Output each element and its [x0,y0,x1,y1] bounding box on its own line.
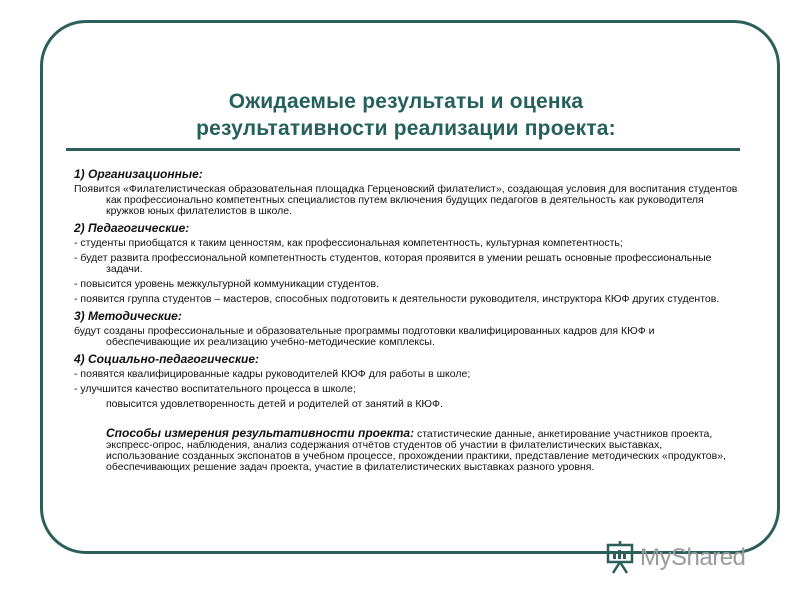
measurement-text: статистические данные, анкетирование участников проекта, экспресс-опрос, наблюдения, анализ содержания отчётов студентов об участии в филателистических выставках, использование созданных экспонатов в учебном процессе, прохождении практики, представление методических «продуктов», обеспечивающих решение задач проекта, участие в филателистических выставках разного уровня. [106,428,726,473]
social-item-3 [74,399,738,410]
organizational-text: Появится «Филателистическая образовательная площадка Герценовский филателист», создающая условия для воспитания студентов как профессионально компетентных специалистов путем включения будущих педагогов в деятельность как руководителя кружков юных филателистов в школе. [74,183,738,217]
social-item-2: - улучшится качество воспитательного процесса в школе; [74,383,356,395]
section-heading-organizational: 1) Организационные: [74,167,203,181]
measurement-heading: Способы измерения результативности проекта: [106,426,415,440]
myshared-watermark [606,538,766,578]
measurement-methods [74,428,738,473]
section-heading-pedagogical: 2) Педагогические: [74,221,190,235]
social-item-1: - появятся квалифицированные кадры руководителей КЮФ для работы в школе; [74,368,471,380]
pedagogical-item-3: - повысится уровень межкультурной коммуникации студентов. [74,278,380,290]
section-heading-methodical: 3) Методические: [74,309,182,323]
title-line-2: результативности реализации проекта: [196,117,616,140]
pedagogical-item-4: - появится группа студентов – мастеров, способных подготовить к деятельности руководителя, инструктора КЮФ других студентов. [74,293,720,305]
pedagogical-item-1: - студенты приобщатся к таким ценностям, как профессиональная компетентность, культурная компетентность; [74,237,623,249]
title-line-1: Ожидаемые результаты и оценка [228,90,584,113]
slide-content [74,167,738,477]
slide-title [66,88,746,142]
presentation-board-icon [606,541,636,575]
title-divider [66,148,740,151]
methodical-text: будут созданы профессиональные и образовательные программы подготовки квалифицированных кадров для КЮФ и обеспечивающие их реализацию учебно-методические комплексы. [74,325,655,348]
social-item-3-text: повысится удовлетворенность детей и родителей от занятий в КЮФ. [106,398,443,410]
pedagogical-item-2: - будет развита профессиональной компетентность студентов, которая проявится в умении решать основные профессиональные задачи. [74,252,712,275]
brand-name: MyShared [640,544,746,571]
section-heading-social-pedagogical: 4) Социально-педагогические: [74,352,260,366]
